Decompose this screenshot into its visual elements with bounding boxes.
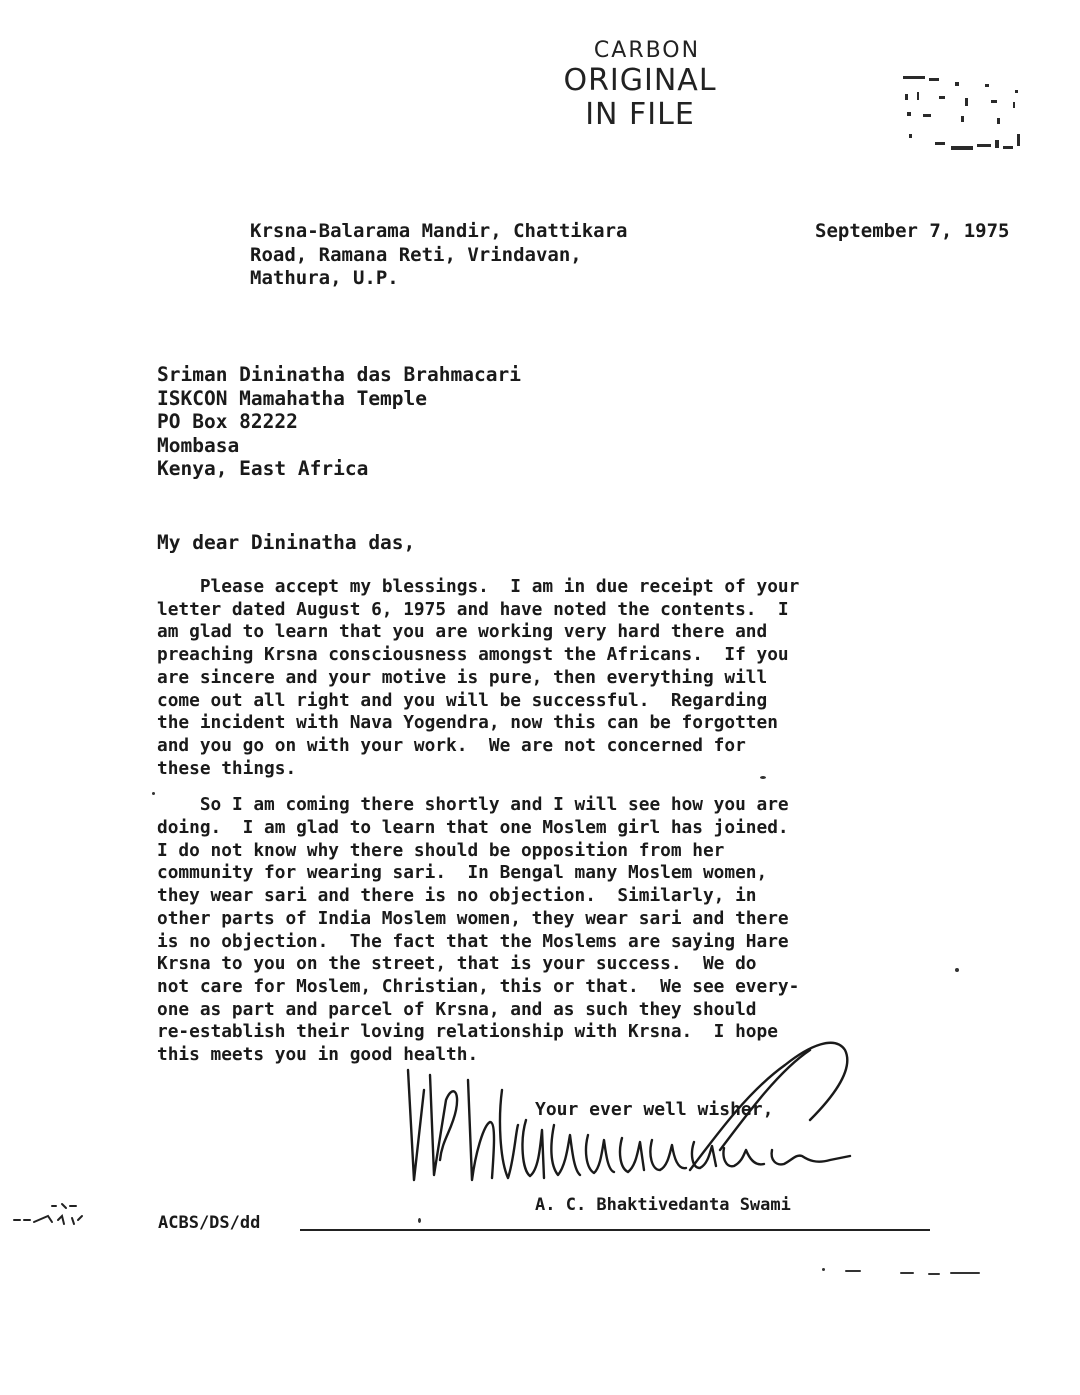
- letter-date: September 7, 1975: [815, 220, 1010, 242]
- body-paragraph: So I am coming there shortly and I will see how you are doing. I am glad to learn that one Moslem girl has joined. I do not know why there should be opposition from her community for wearing sari. In Bengal many Moslem women, they wear sari and there is no objection. Similarly, in other parts of India Moslem women, they wear sari and there is no objection. The fact that the Moslems are saying Hare Krsna to you on the street, that is your success. We do not care for Moslem, Christian, this or that. We see every- one as part and parcel of Krsna, and as such they should re-establish their loving relationship with Krsna. I hope this meets you in good health.: [157, 794, 800, 1066]
- smudged-stamp-mark: [895, 72, 1035, 182]
- letter-body: [157, 576, 927, 1081]
- stamp-line-original: ORIGINAL: [563, 63, 717, 98]
- paper-speck: [152, 792, 155, 795]
- closing-line: Your ever well wisher,: [535, 1099, 774, 1120]
- paper-speck: [950, 1272, 980, 1274]
- reference-code: ACBS/DS/dd: [158, 1213, 261, 1233]
- margin-scribble: [12, 1198, 102, 1238]
- sender-address: [250, 220, 628, 291]
- paper-speck: [418, 1218, 421, 1223]
- recipient-address-line: Mombasa: [157, 433, 240, 457]
- stamp-line-carbon: CARBON: [593, 38, 701, 63]
- paper-speck: [760, 776, 766, 779]
- carbon-original-stamp: [540, 40, 740, 130]
- sender-address-line: Krsna-Balarama Mandir, Chattikara: [250, 220, 628, 242]
- paper-speck: [845, 1270, 861, 1272]
- salutation: My dear Dininatha das,: [157, 531, 416, 554]
- recipient-address: [157, 363, 521, 481]
- recipient-address-line: Kenya, East Africa: [157, 457, 369, 481]
- body-paragraph: Please accept my blessings. I am in due receipt of your letter dated August 6, 1975 and have noted the contents. I am glad to learn that you are working very hard there and preaching Krsna consciousness amongst the Africans. If you are sincere and your motive is pure, then everything will come out all right and you will be successful. Regarding the incident with Nava Yogendra, now this can be forgotten and you go on with your work. We are not concerned for these things.: [157, 576, 800, 779]
- recipient-address-line: ISKCON Mamahatha Temple: [157, 386, 428, 410]
- stamp-line-in-file: IN FILE: [585, 97, 695, 132]
- paper-speck: [928, 1273, 940, 1275]
- signature-rule: [300, 1229, 930, 1231]
- paper-speck: [822, 1268, 825, 1271]
- paper-speck: [900, 1272, 914, 1274]
- sender-address-line: Mathura, U.P.: [250, 267, 399, 289]
- paper-speck: [955, 968, 959, 972]
- recipient-address-line: Sriman Dininatha das Brahmacari: [157, 363, 521, 386]
- sender-address-line: Road, Ramana Reti, Vrindavan,: [250, 243, 582, 266]
- signer-name: A. C. Bhaktivedanta Swami: [535, 1195, 791, 1215]
- recipient-address-line: PO Box 82222: [157, 410, 298, 434]
